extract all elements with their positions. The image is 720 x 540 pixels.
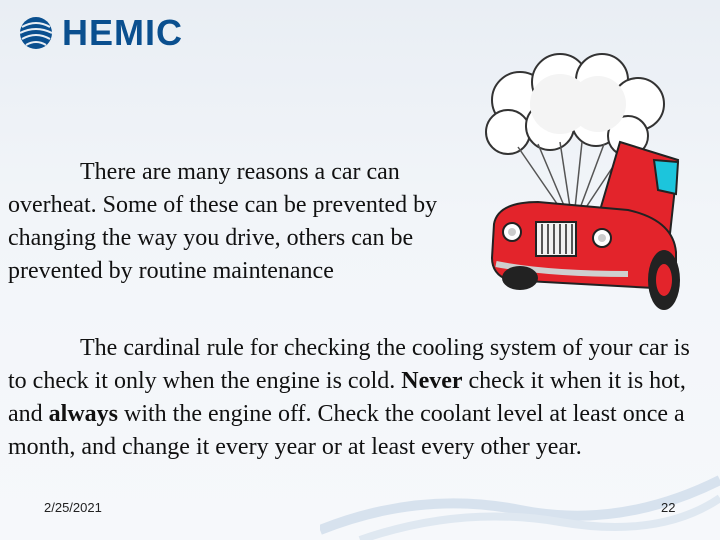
paragraph-overheat-reasons	[8, 156, 488, 288]
paragraph-overheat-text: There are many reasons a car can overheat. Some of these can be prevented by changing the way you drive, others can be prevented by routine maintenance	[8, 159, 438, 284]
hemic-globe-icon	[16, 15, 56, 51]
footer-date: 2/25/2021	[44, 500, 102, 515]
rule-emphasis-always: always	[48, 401, 118, 427]
overheating-car-illustration	[478, 52, 700, 314]
brand-name: HEMIC	[62, 12, 183, 53]
rule-text-part3: with the engine off. Check the coolant level at least once a month, and change it every year or at least every other year.	[8, 401, 685, 460]
hemic-logo	[16, 12, 183, 54]
paragraph-cooling-rule	[8, 332, 712, 464]
page-number: 22	[661, 500, 676, 515]
rule-emphasis-never: Never	[401, 368, 463, 394]
rule-text-part1: The cardinal rule for checking the cooling system of your car is to check it only when the engine is cold.	[8, 335, 690, 394]
rule-text-part2: check it when it is hot, and	[8, 368, 686, 427]
